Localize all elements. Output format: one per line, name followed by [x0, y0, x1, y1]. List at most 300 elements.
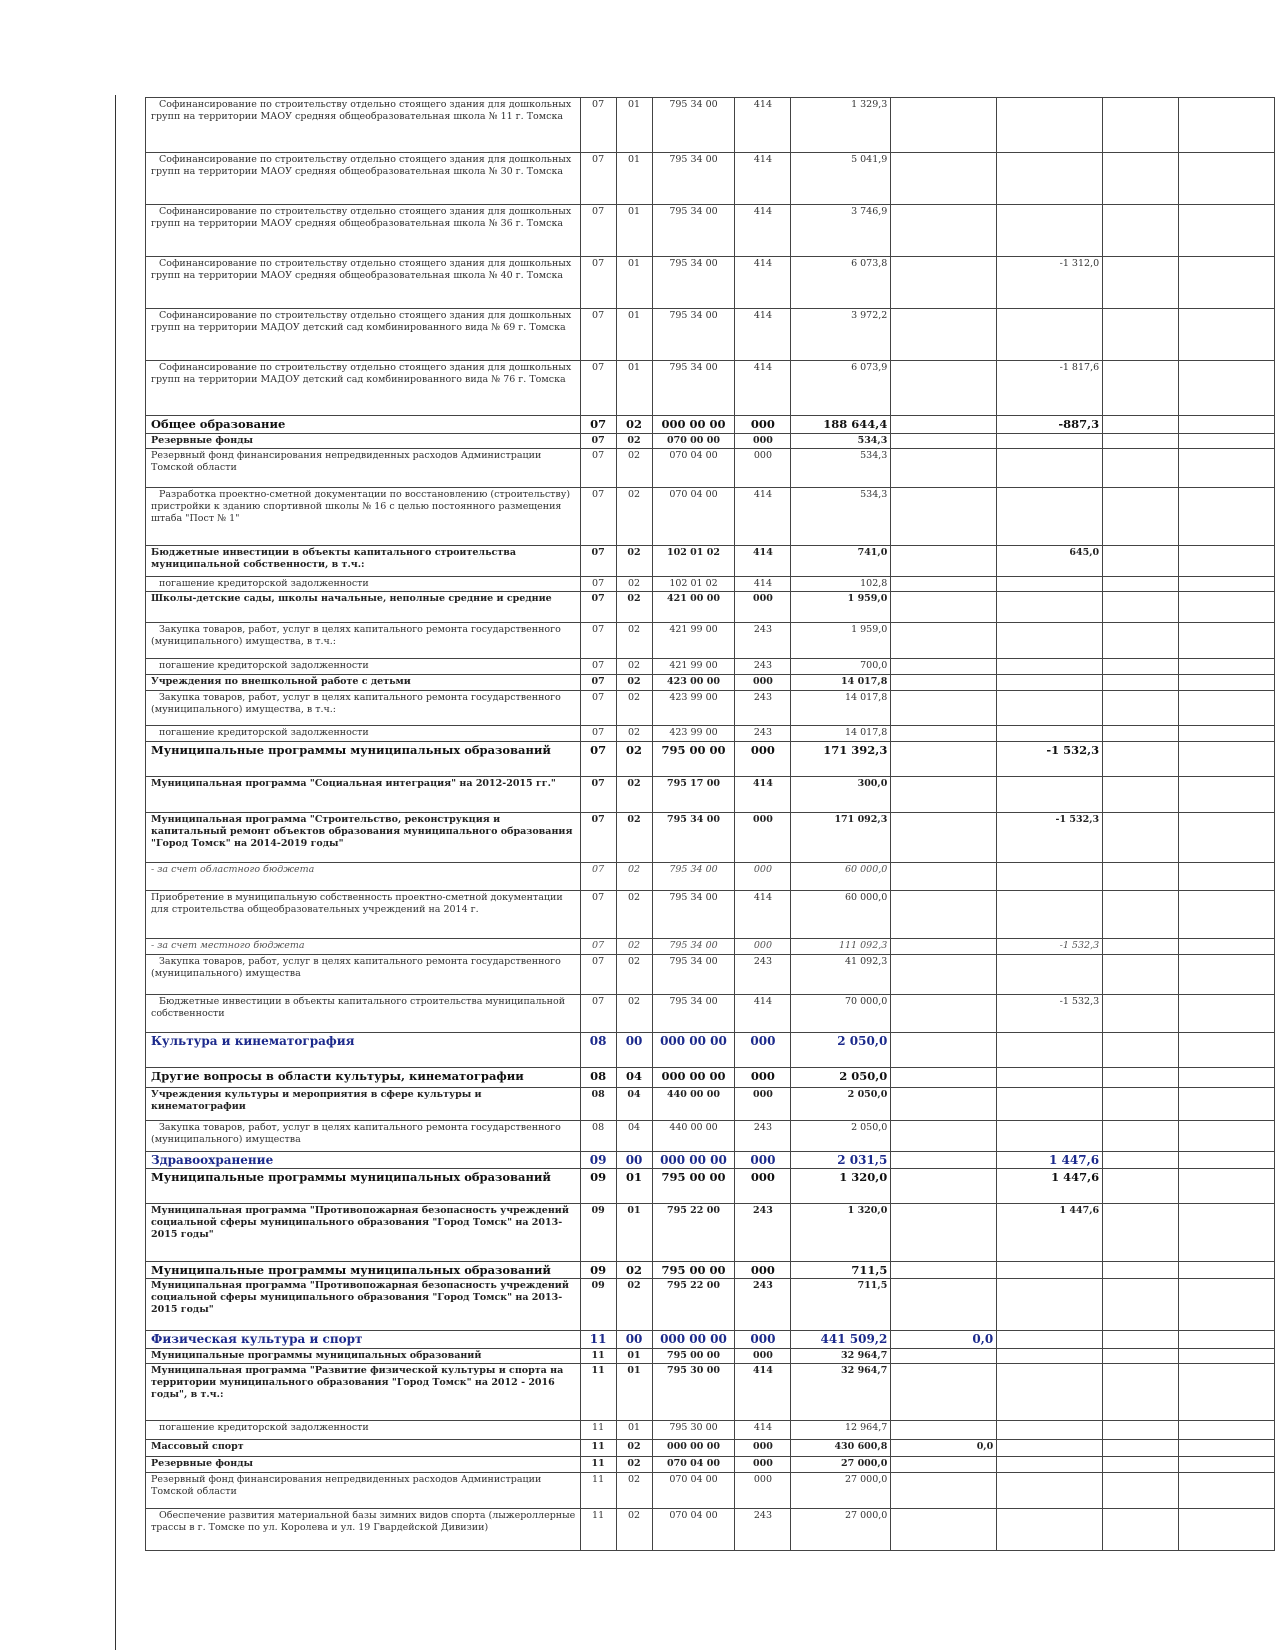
row-code: 02 — [616, 777, 652, 813]
row-code: 000 00 00 — [652, 416, 735, 434]
row-description: Здравоохранение — [146, 1152, 581, 1169]
row-amount — [1103, 623, 1179, 659]
row-code: 00 — [616, 1152, 652, 1169]
row-amount — [891, 1364, 997, 1421]
row-amount — [1103, 1279, 1179, 1331]
row-code: 070 04 00 — [652, 488, 735, 546]
row-amount — [1179, 577, 1275, 592]
row-code: 000 — [735, 1262, 791, 1279]
table-row — [146, 1121, 1275, 1152]
table-row — [146, 1349, 1275, 1364]
row-amount — [1179, 1349, 1275, 1364]
row-amount: 32 964,7 — [791, 1364, 891, 1421]
row-code: 01 — [616, 1421, 652, 1440]
row-code: 000 — [735, 1440, 791, 1457]
row-amount: -1 532,3 — [997, 995, 1103, 1033]
row-amount — [1179, 675, 1275, 691]
row-code: 01 — [616, 1349, 652, 1364]
row-amount — [1103, 1473, 1179, 1509]
row-code: 243 — [735, 1279, 791, 1331]
row-description: Бюджетные инвестиции в объекты капитального строительства муниципальной собственности — [146, 995, 581, 1033]
row-code: 11 — [580, 1473, 616, 1509]
row-code: 414 — [735, 995, 791, 1033]
row-amount — [997, 1364, 1103, 1421]
row-description: Разработка проектно-сметной документации по восстановлению (строительству) пристройки к зданию спортивной школы № 16 с целью постоянного размещения штаба "Пост № 1" — [146, 488, 581, 546]
row-amount — [1179, 995, 1275, 1033]
row-amount — [891, 1457, 997, 1473]
row-amount — [891, 1421, 997, 1440]
row-code: 07 — [580, 98, 616, 153]
row-amount — [891, 205, 997, 257]
row-amount — [1103, 955, 1179, 995]
row-code: 11 — [580, 1349, 616, 1364]
row-code: 000 — [735, 863, 791, 891]
row-amount: 102,8 — [791, 577, 891, 592]
row-amount — [1103, 153, 1179, 205]
row-code: 02 — [616, 691, 652, 726]
row-code: 02 — [616, 1262, 652, 1279]
table-row — [146, 577, 1275, 592]
row-description: Резервные фонды — [146, 434, 581, 449]
row-description: Массовый спорт — [146, 1440, 581, 1457]
row-amount — [1103, 1364, 1179, 1421]
row-amount: -1 532,3 — [997, 939, 1103, 955]
row-amount — [1103, 416, 1179, 434]
row-amount: -1 532,3 — [997, 742, 1103, 777]
row-description: Физическая культура и спорт — [146, 1331, 581, 1349]
row-amount — [891, 659, 997, 675]
row-amount — [1103, 577, 1179, 592]
row-code: 02 — [616, 623, 652, 659]
row-amount: 2 050,0 — [791, 1121, 891, 1152]
row-amount — [891, 726, 997, 742]
row-amount — [1179, 98, 1275, 153]
row-code: 07 — [580, 891, 616, 939]
row-amount — [1103, 257, 1179, 309]
row-code: 01 — [616, 1169, 652, 1204]
row-amount — [891, 577, 997, 592]
table-row — [146, 675, 1275, 691]
row-code: 000 — [735, 449, 791, 488]
row-code: 08 — [580, 1033, 616, 1068]
row-amount — [1103, 995, 1179, 1033]
table-row — [146, 1152, 1275, 1169]
row-amount: 2 050,0 — [791, 1033, 891, 1068]
row-amount — [891, 1088, 997, 1121]
row-amount — [891, 546, 997, 577]
row-amount — [1179, 434, 1275, 449]
row-amount — [1103, 546, 1179, 577]
row-code: 795 34 00 — [652, 309, 735, 361]
row-amount — [1103, 675, 1179, 691]
row-code: 07 — [580, 659, 616, 675]
row-amount — [1179, 1088, 1275, 1121]
row-amount — [997, 891, 1103, 939]
row-amount — [1103, 434, 1179, 449]
table-row — [146, 891, 1275, 939]
row-amount — [1103, 1440, 1179, 1457]
row-amount — [891, 98, 997, 153]
row-amount — [1179, 659, 1275, 675]
row-amount — [891, 1152, 997, 1169]
row-code: 04 — [616, 1088, 652, 1121]
row-code: 000 00 00 — [652, 1068, 735, 1088]
row-amount: 27 000,0 — [791, 1509, 891, 1551]
row-code: 07 — [580, 623, 616, 659]
row-code: 421 00 00 — [652, 592, 735, 623]
row-code: 07 — [580, 488, 616, 546]
row-amount — [1103, 1033, 1179, 1068]
row-amount — [1103, 1088, 1179, 1121]
row-amount — [997, 1262, 1103, 1279]
row-amount — [997, 1068, 1103, 1088]
row-amount — [1103, 726, 1179, 742]
row-amount: 2 031,5 — [791, 1152, 891, 1169]
row-code: 000 — [735, 813, 791, 863]
row-code: 421 99 00 — [652, 659, 735, 675]
row-amount — [1179, 742, 1275, 777]
table-row — [146, 449, 1275, 488]
row-code: 243 — [735, 1121, 791, 1152]
row-code: 02 — [616, 939, 652, 955]
row-description: Софинансирование по строительству отдельно стоящего здания для дошкольных групп на территории МАОУ средняя общеобразовательная школа № 11 г. Томска — [146, 98, 581, 153]
row-amount — [891, 863, 997, 891]
row-code: 000 — [735, 1068, 791, 1088]
row-code: 243 — [735, 659, 791, 675]
row-code: 243 — [735, 691, 791, 726]
row-amount: 1 320,0 — [791, 1169, 891, 1204]
row-amount — [997, 1473, 1103, 1509]
row-amount — [1179, 1457, 1275, 1473]
row-code: 11 — [580, 1440, 616, 1457]
row-amount — [1179, 1509, 1275, 1551]
row-amount — [997, 955, 1103, 995]
row-amount — [891, 153, 997, 205]
row-amount — [1103, 742, 1179, 777]
row-amount: 2 050,0 — [791, 1068, 891, 1088]
row-amount: 14 017,8 — [791, 675, 891, 691]
left-margin-line — [115, 95, 116, 1650]
table-row — [146, 205, 1275, 257]
row-description: Софинансирование по строительству отдельно стоящего здания для дошкольных групп на территории МАОУ средняя общеобразовательная школа № 30 г. Томска — [146, 153, 581, 205]
row-code: 070 04 00 — [652, 449, 735, 488]
row-amount — [1179, 1204, 1275, 1262]
row-code: 02 — [616, 863, 652, 891]
row-code: 000 — [735, 1349, 791, 1364]
row-code: 09 — [580, 1169, 616, 1204]
row-amount — [1179, 1421, 1275, 1440]
row-code: 414 — [735, 891, 791, 939]
row-code: 00 — [616, 1331, 652, 1349]
row-amount: 14 017,8 — [791, 691, 891, 726]
row-amount: 1 959,0 — [791, 592, 891, 623]
row-description: Приобретение в муниципальную собственность проектно-сметной документации для строительства общеобразовательных учреждений на 2014 г. — [146, 891, 581, 939]
row-description: - за счет областного бюджета — [146, 863, 581, 891]
table-row — [146, 939, 1275, 955]
row-amount — [1179, 891, 1275, 939]
row-amount: 41 092,3 — [791, 955, 891, 995]
row-code: 02 — [616, 726, 652, 742]
row-amount — [891, 955, 997, 995]
table-row — [146, 623, 1275, 659]
row-code: 07 — [580, 416, 616, 434]
row-amount: 700,0 — [791, 659, 891, 675]
row-amount: 70 000,0 — [791, 995, 891, 1033]
row-description: Закупка товаров, работ, услуг в целях капитального ремонта государственного (муниципального) имущества — [146, 955, 581, 995]
row-description: Муниципальная программа "Развитие физической культуры и спорта на территории муниципального образования "Город Томск" на 2012 - 2016 годы", в т.ч.: — [146, 1364, 581, 1421]
row-amount — [891, 995, 997, 1033]
row-description: погашение кредиторской задолженности — [146, 577, 581, 592]
row-code: 07 — [580, 449, 616, 488]
row-code: 414 — [735, 488, 791, 546]
row-amount — [1179, 1440, 1275, 1457]
row-code: 04 — [616, 1068, 652, 1088]
table-row — [146, 691, 1275, 726]
table-row — [146, 1457, 1275, 1473]
row-code: 000 00 00 — [652, 1331, 735, 1349]
row-description: Резервный фонд финансирования непредвиденных расходов Администрации Томской области — [146, 449, 581, 488]
row-code: 09 — [580, 1204, 616, 1262]
row-amount: 171 092,3 — [791, 813, 891, 863]
row-amount — [997, 726, 1103, 742]
row-amount — [1103, 1204, 1179, 1262]
row-code: 07 — [580, 257, 616, 309]
table-row — [146, 955, 1275, 995]
row-code: 414 — [735, 361, 791, 416]
row-amount — [1103, 1152, 1179, 1169]
row-code: 02 — [616, 1279, 652, 1331]
row-code: 795 34 00 — [652, 891, 735, 939]
row-amount — [997, 1509, 1103, 1551]
row-code: 07 — [580, 995, 616, 1033]
row-amount: 1 447,6 — [997, 1204, 1103, 1262]
row-code: 02 — [616, 546, 652, 577]
table-row — [146, 309, 1275, 361]
row-code: 04 — [616, 1121, 652, 1152]
row-amount: 534,3 — [791, 434, 891, 449]
row-amount — [997, 1331, 1103, 1349]
row-amount — [1179, 777, 1275, 813]
row-amount — [997, 98, 1103, 153]
row-amount — [1103, 1349, 1179, 1364]
table-row — [146, 1088, 1275, 1121]
row-code: 11 — [580, 1364, 616, 1421]
row-code: 795 34 00 — [652, 939, 735, 955]
row-amount — [997, 1279, 1103, 1331]
row-amount — [1103, 863, 1179, 891]
table-row — [146, 726, 1275, 742]
row-amount — [997, 623, 1103, 659]
row-amount: 32 964,7 — [791, 1349, 891, 1364]
row-amount — [1179, 863, 1275, 891]
row-code: 02 — [616, 416, 652, 434]
row-code: 07 — [580, 153, 616, 205]
row-code: 02 — [616, 1440, 652, 1457]
row-amount: 27 000,0 — [791, 1473, 891, 1509]
table-row — [146, 813, 1275, 863]
table-row — [146, 1033, 1275, 1068]
row-code: 11 — [580, 1509, 616, 1551]
row-code: 000 — [735, 1331, 791, 1349]
row-amount — [1103, 449, 1179, 488]
row-code: 02 — [616, 1473, 652, 1509]
row-amount: 0,0 — [891, 1440, 997, 1457]
row-amount: -1 312,0 — [997, 257, 1103, 309]
row-code: 000 — [735, 742, 791, 777]
row-code: 000 — [735, 1473, 791, 1509]
table-row — [146, 153, 1275, 205]
row-amount — [891, 257, 997, 309]
row-code: 414 — [735, 257, 791, 309]
row-amount — [1179, 488, 1275, 546]
row-amount — [1179, 449, 1275, 488]
row-amount: -887,3 — [997, 416, 1103, 434]
row-amount — [997, 691, 1103, 726]
row-code: 414 — [735, 98, 791, 153]
row-code: 07 — [580, 777, 616, 813]
row-amount — [1103, 691, 1179, 726]
row-code: 07 — [580, 592, 616, 623]
row-code: 000 — [735, 939, 791, 955]
row-code: 01 — [616, 361, 652, 416]
row-amount: 1 447,6 — [997, 1169, 1103, 1204]
row-code: 414 — [735, 205, 791, 257]
row-amount: 111 092,3 — [791, 939, 891, 955]
row-code: 000 — [735, 1088, 791, 1121]
row-amount: 741,0 — [791, 546, 891, 577]
row-amount — [1103, 1068, 1179, 1088]
row-code: 07 — [580, 675, 616, 691]
row-description: Закупка товаров, работ, услуг в целях капитального ремонта государственного (муниципального) имущества, в т.ч.: — [146, 623, 581, 659]
row-code: 02 — [616, 488, 652, 546]
row-code: 414 — [735, 777, 791, 813]
row-code: 02 — [616, 742, 652, 777]
row-amount — [1103, 1509, 1179, 1551]
row-code: 795 34 00 — [652, 955, 735, 995]
row-description: Учреждения по внешкольной работе с детьми — [146, 675, 581, 691]
row-amount — [997, 1088, 1103, 1121]
row-code: 07 — [580, 955, 616, 995]
row-amount — [1179, 205, 1275, 257]
row-code: 00 — [616, 1033, 652, 1068]
row-code: 070 04 00 — [652, 1457, 735, 1473]
row-amount — [1179, 726, 1275, 742]
row-amount — [1103, 361, 1179, 416]
row-code: 07 — [580, 863, 616, 891]
row-code: 000 — [735, 592, 791, 623]
row-amount — [1103, 1121, 1179, 1152]
row-amount — [891, 1349, 997, 1364]
row-code: 07 — [580, 205, 616, 257]
row-amount — [891, 813, 997, 863]
row-amount — [891, 434, 997, 449]
row-amount: 300,0 — [791, 777, 891, 813]
row-amount — [997, 309, 1103, 361]
table-row — [146, 1331, 1275, 1349]
row-amount — [1179, 309, 1275, 361]
row-code: 07 — [580, 361, 616, 416]
table-row — [146, 416, 1275, 434]
row-amount: 1 320,0 — [791, 1204, 891, 1262]
row-code: 795 00 00 — [652, 1169, 735, 1204]
row-amount: 1 447,6 — [997, 1152, 1103, 1169]
row-description: Закупка товаров, работ, услуг в целях капитального ремонта государственного (муниципального) имущества, в т.ч.: — [146, 691, 581, 726]
row-amount — [1103, 1169, 1179, 1204]
table-row — [146, 1279, 1275, 1331]
row-code: 000 — [735, 1169, 791, 1204]
row-amount — [1103, 1421, 1179, 1440]
row-code: 102 01 02 — [652, 577, 735, 592]
row-code: 08 — [580, 1068, 616, 1088]
row-amount — [891, 488, 997, 546]
row-amount — [997, 1421, 1103, 1440]
row-amount: 171 392,3 — [791, 742, 891, 777]
table-row — [146, 995, 1275, 1033]
row-amount — [891, 1121, 997, 1152]
row-amount — [997, 488, 1103, 546]
row-amount — [1179, 1473, 1275, 1509]
row-amount: 1 329,3 — [791, 98, 891, 153]
row-amount — [891, 1169, 997, 1204]
row-description: Учреждения культуры и мероприятия в сфере культуры и кинематографии — [146, 1088, 581, 1121]
row-amount — [1179, 691, 1275, 726]
row-code: 01 — [616, 1364, 652, 1421]
row-amount — [997, 1121, 1103, 1152]
row-amount — [997, 1033, 1103, 1068]
row-code: 01 — [616, 98, 652, 153]
row-amount — [1179, 1279, 1275, 1331]
row-amount: 645,0 — [997, 546, 1103, 577]
row-description: Общее образование — [146, 416, 581, 434]
row-code: 795 30 00 — [652, 1364, 735, 1421]
table-row — [146, 592, 1275, 623]
row-amount — [997, 863, 1103, 891]
row-amount — [997, 1440, 1103, 1457]
row-code: 795 22 00 — [652, 1204, 735, 1262]
table-row — [146, 742, 1275, 777]
row-code: 02 — [616, 995, 652, 1033]
table-row — [146, 659, 1275, 675]
row-amount — [891, 777, 997, 813]
row-amount: 60 000,0 — [791, 891, 891, 939]
row-amount — [891, 1068, 997, 1088]
row-code: 795 34 00 — [652, 863, 735, 891]
row-code: 795 34 00 — [652, 361, 735, 416]
row-code: 07 — [580, 309, 616, 361]
row-code: 02 — [616, 813, 652, 863]
row-amount — [997, 449, 1103, 488]
row-code: 070 04 00 — [652, 1509, 735, 1551]
row-description: Муниципальные программы муниципальных образований — [146, 1262, 581, 1279]
row-description: Культура и кинематография — [146, 1033, 581, 1068]
row-code: 02 — [616, 592, 652, 623]
row-code: 414 — [735, 546, 791, 577]
table-row — [146, 1169, 1275, 1204]
row-description: Муниципальные программы муниципальных образований — [146, 1169, 581, 1204]
row-code: 423 00 00 — [652, 675, 735, 691]
row-code: 000 — [735, 416, 791, 434]
row-code: 09 — [580, 1279, 616, 1331]
row-amount — [1179, 153, 1275, 205]
row-amount — [1103, 1262, 1179, 1279]
row-amount — [997, 592, 1103, 623]
row-description: Муниципальная программа "Социальная интеграция" на 2012-2015 гг." — [146, 777, 581, 813]
row-amount — [891, 742, 997, 777]
row-description: погашение кредиторской задолженности — [146, 659, 581, 675]
row-code: 02 — [616, 434, 652, 449]
row-amount — [1103, 659, 1179, 675]
row-description: погашение кредиторской задолженности — [146, 1421, 581, 1440]
